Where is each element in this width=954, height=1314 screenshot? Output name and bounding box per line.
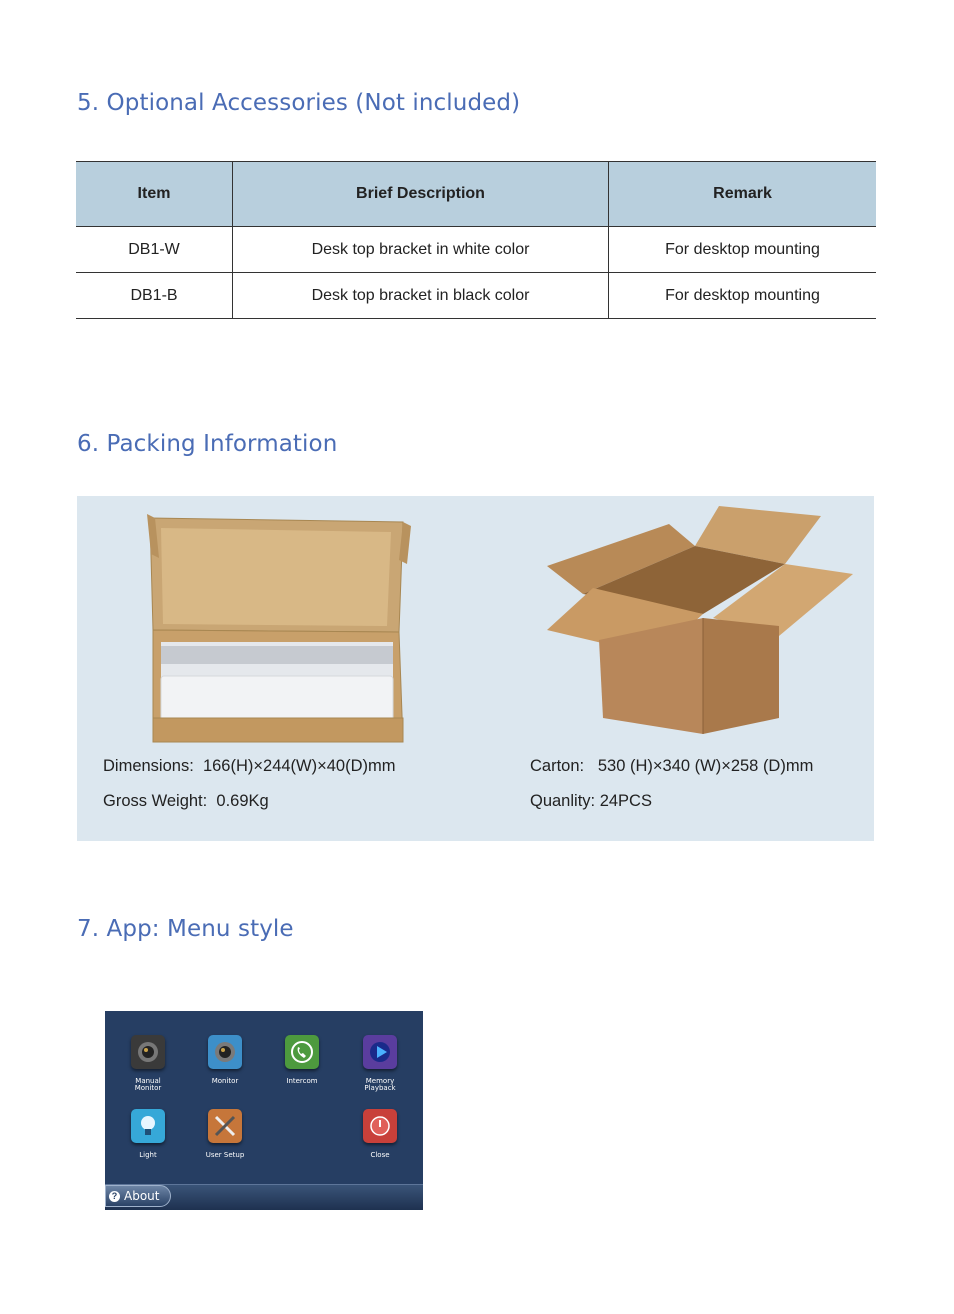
menu-item-user-setup[interactable] (190, 1109, 260, 1159)
phone-icon (285, 1035, 319, 1069)
app-menu-screenshot (105, 1011, 423, 1210)
menu-item-label: Monitor (211, 1077, 239, 1085)
accessories-table (76, 161, 876, 319)
table-row (76, 273, 876, 319)
app-bottom-bar (105, 1184, 423, 1210)
menu-item-intercom[interactable] (267, 1035, 337, 1085)
table-cell-item: DB1-W (76, 227, 233, 273)
menu-item-label: Close (370, 1151, 390, 1159)
menu-item-label: Manual Monitor (134, 1077, 162, 1092)
menu-item-label: Light (139, 1151, 157, 1159)
camera-icon (131, 1035, 165, 1069)
menu-item-label: User Setup (205, 1151, 245, 1159)
carton-quantity-text: Quanlity: 24PCS (530, 792, 652, 810)
table-cell-item: DB1-B (76, 273, 233, 319)
table-cell-description: Desk top bracket in black color (233, 273, 609, 319)
table-row (76, 227, 876, 273)
carton-image (543, 506, 853, 746)
menu-item-light[interactable] (113, 1109, 183, 1159)
menu-item-close[interactable] (345, 1109, 415, 1159)
packing-heading: 6. Packing Information (77, 431, 338, 457)
product-box-image (147, 514, 412, 746)
menu-item-label: Intercom (286, 1077, 318, 1085)
box-weight-text: Gross Weight: 0.69Kg (103, 792, 269, 810)
column-header-item: Item (76, 162, 233, 227)
about-label: About (124, 1189, 160, 1203)
packing-panel (77, 496, 874, 841)
menu-item-memory-playback[interactable] (345, 1035, 415, 1092)
menu-item-manual-monitor[interactable] (113, 1035, 183, 1092)
table-header-row (76, 162, 876, 227)
about-button[interactable] (105, 1185, 171, 1207)
power-icon (363, 1109, 397, 1143)
carton-size-text: Carton: 530 (H)×340 (W)×258 (D)mm (530, 757, 814, 775)
tools-icon (208, 1109, 242, 1143)
camera-icon (208, 1035, 242, 1069)
table-cell-description: Desk top bracket in white color (233, 227, 609, 273)
column-header-remark: Remark (609, 162, 877, 227)
column-header-description: Brief Description (233, 162, 609, 227)
lightbulb-icon (131, 1109, 165, 1143)
menu-item-monitor[interactable] (190, 1035, 260, 1085)
play-icon (363, 1035, 397, 1069)
table-cell-remark: For desktop mounting (609, 227, 877, 273)
accessories-heading: 5. Optional Accessories (Not included) (77, 90, 521, 116)
info-icon: ? (109, 1191, 120, 1202)
box-dimensions-text: Dimensions: 166(H)×244(W)×40(D)mm (103, 757, 396, 775)
table-cell-remark: For desktop mounting (609, 273, 877, 319)
menu-item-label: Memory Playback (364, 1077, 396, 1092)
app-heading: 7. App: Menu style (77, 916, 294, 942)
